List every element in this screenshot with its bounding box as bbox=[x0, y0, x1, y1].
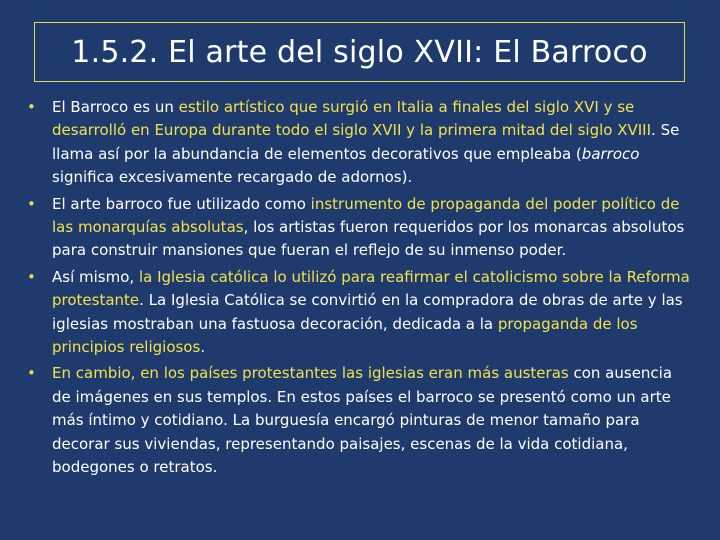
bullet-icon: • bbox=[27, 364, 36, 383]
text-segment: , los artistas fueron requeridos por los monarcas absolutos para construir mansiones que fueran el reflejo de su inmenso poder. bbox=[52, 218, 685, 260]
text-segment: El arte barroco fue utilizado como bbox=[52, 194, 311, 213]
bullet-text bbox=[52, 98, 679, 186]
text-segment: Así mismo, bbox=[52, 267, 139, 286]
bullet-icon: • bbox=[27, 98, 36, 116]
bullet-item bbox=[27, 193, 691, 263]
title-box bbox=[34, 22, 685, 82]
italic-term: barroco bbox=[581, 144, 640, 163]
bullet-item bbox=[27, 96, 691, 190]
highlighted-text: instrumento de propaganda del poder político de las monarquías absolutas bbox=[52, 194, 680, 237]
text-segment: significa excesivamente recargado de adornos). bbox=[52, 168, 413, 187]
bullet-item bbox=[27, 266, 691, 360]
bullet-icon: • bbox=[27, 194, 36, 213]
highlighted-text: En cambio, en los países protestantes las iglesias eran más austeras bbox=[52, 364, 569, 383]
bullet-text bbox=[52, 268, 690, 356]
bullet-icon: • bbox=[27, 267, 36, 286]
text-segment: con ausencia de imágenes en sus templos. En estos países el barroco se presentó como un arte más íntimo y cotidiano. La burguesía encargó pinturas de menor tamaño para decorar sus viviendas, representando paisajes, escenas de la vida cotidiana, bodegones o retratos. bbox=[52, 364, 673, 477]
slide-title: 1.5.2. El arte del siglo XVII: El Barroco bbox=[71, 34, 648, 70]
text-segment: . La Iglesia Católica se convirtió en la compradora de obras de arte y las iglesias mostraban una fastuosa decoración, dedicada a la bbox=[52, 291, 683, 333]
text-segment: . Se llama así por la abundancia de elementos decorativos que empleaba ( bbox=[52, 121, 680, 163]
text-segment: . bbox=[200, 338, 206, 357]
bullet-text bbox=[52, 195, 684, 260]
highlighted-text: estilo artístico que surgió en Italia a finales del siglo XVI y se desarrolló en Europa durante todo el siglo XVII y la primera mitad del siglo XVIII bbox=[52, 98, 652, 140]
bullet-text bbox=[52, 364, 672, 476]
highlighted-text: la Iglesia católica lo utilizó para reafirmar el catolicismo sobre la Reforma protestante bbox=[52, 267, 690, 310]
highlighted-text: propaganda de los principios religiosos bbox=[52, 314, 638, 357]
bullet-item bbox=[27, 362, 691, 479]
bullet-list bbox=[27, 96, 691, 483]
text-segment: El Barroco es un bbox=[52, 98, 179, 116]
